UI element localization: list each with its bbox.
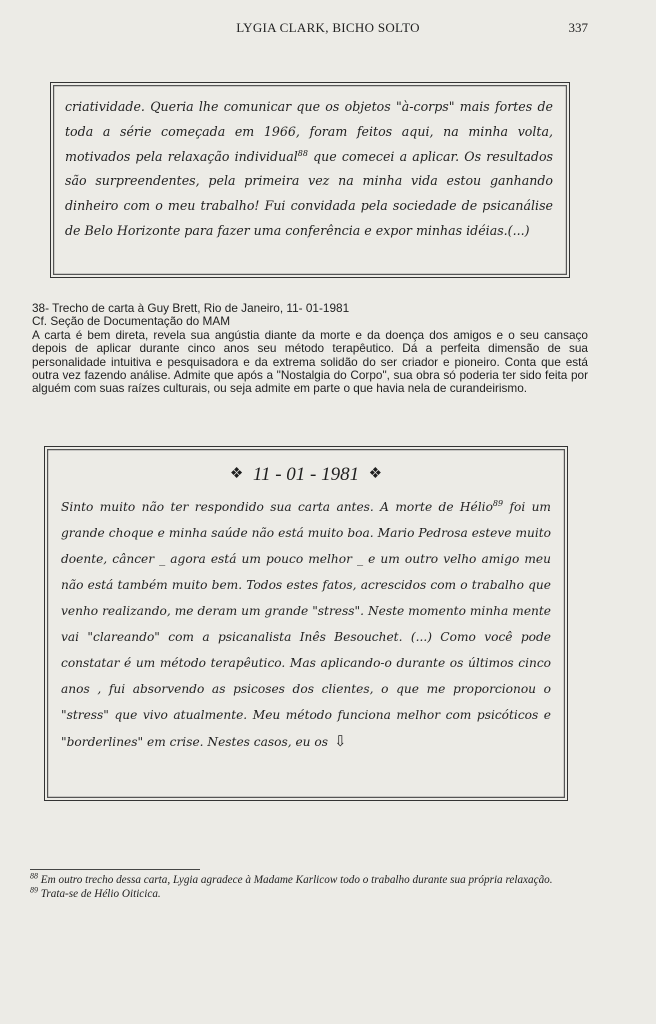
letter-text [61,494,551,755]
page-number: 337 [568,20,588,35]
section-heading: 38- Trecho de carta à Guy Brett, Rio de Janeiro, 11- 01-1981 [32,301,350,315]
quote-box [50,82,570,278]
diamond-icon: ❖ [229,466,244,482]
footnote-number: 89 [30,885,38,895]
letter-date: 11 - 01 - 1981 [252,464,360,485]
footnote [30,885,590,901]
footnote-ref-88[interactable]: 88 [297,148,308,158]
footnotes [30,871,590,902]
footnote-text: Trata-se de Hélio Oiticica. [38,888,161,900]
letter-text-end: foi um grande choque e minha saúde não está muito boa. Mario Pedrosa esteve muito doente, câncer _ agora está um pouco melhor _ e um outro velho amigo meu não está também muito bem. Todos estes fatos, acrescidos com o trabalho que venho realizando, me deram um grande "stress". Neste momento minha mente vai "clareando" com a psicanalista Inês Besouchet. (...) Como você pode constatar é um método terapêutico. Mas aplicando-o durante os últimos cinco anos , fui absorvendo as psicoses dos clientes, o que me proporcionou o "stress" que vivo atualmente. Meu método funciona melhor com psicóticos e "borderlines" em crise. Nestes casos, eu os [61,500,551,749]
section-body: A carta é bem direta, revela sua angústia diante da morte e da doença dos amigos e o seu cansaço depois de aplicar durante cinco anos seu método terapêutico. Dá a perfeita dimensão de sua personalidade intuitiva e pesquisadora e da extrema solidão do ser criador e pioneiro. Conta que está outra vez fazendo análise. Admite que após a "Nostalgia do Corpo", sua obra só poderia ter sido feita por alguém com suas raízes culturais, ou seja admite em parte o que havia nela de curandeirismo. [32,327,588,396]
running-head: LYGIA CLARK, BICHO SOLTO [236,20,420,35]
footnote-number: 88 [30,871,38,881]
footnote [30,871,590,887]
quote-text [65,95,553,244]
letter-box [44,446,568,801]
letter-text-start: Sinto muito não ter respondido sua carta antes. A morte de Hélio [61,500,493,514]
footnote-ref-89[interactable]: 89 [492,498,504,508]
letter-date-line [61,457,551,492]
footnote-text: Em outro trecho dessa carta, Lygia agradece à Madame Karlicow todo o trabalho durante sua própria relaxação. [38,874,553,886]
diamond-icon: ❖ [368,466,383,482]
section-source: Cf. Seção de Documentação do MAM [32,314,231,329]
letter-section [32,302,588,396]
quote-text-start: criatividade. Queria lhe comunicar que os objetos "à-corps" mais fortes de toda a série começada em 1966, foram feitos aqui, na minha volta, motivados pela relaxação individual [65,99,553,164]
quote-text-end: que comecei a aplicar. Os resultados são surpreendentes, pela primeira vez na minha vida estou ganhando dinheiro com o meu trabalho! Fui convidada pela sociedade de psicanálise de Belo Horizonte para fazer uma conferência e expor minhas idéias.(...) [65,148,553,238]
continue-arrow-icon: ⇩ [334,732,347,750]
footnote-divider [30,869,200,870]
